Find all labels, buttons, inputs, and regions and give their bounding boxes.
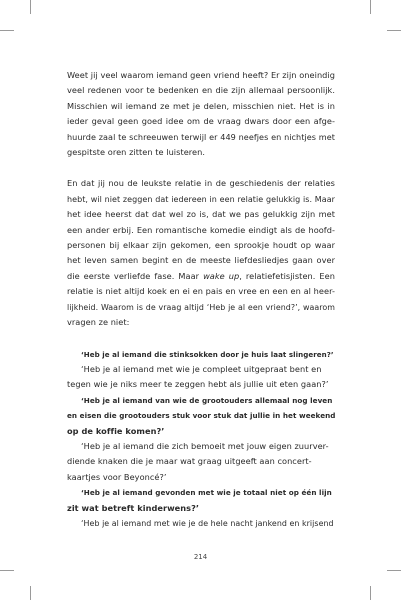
text-line: Misschien wil iemand ze met je delen, misschien niet. Het is in: [67, 100, 335, 111]
crop-mark-top-left-h: [0, 30, 14, 31]
question-line: ‘Heb je al iemand die zich bemoeit met jouw eigen zuurver-: [81, 440, 329, 451]
text-line: huurde zaal te schreeuwen terwijl er 449 neefjes en nichtjes met: [67, 131, 335, 142]
text-run: , relatiefetisjisten. Een: [239, 270, 335, 281]
crop-mark-top-right-h: [387, 30, 401, 31]
question-line: tegen wie je niks meer te zeggen hebt als jullie uit eten gaan?’: [67, 379, 329, 390]
text-line: Weet jij veel waarom iemand geen vriend heeft? Er zijn oneindig: [67, 70, 335, 80]
page-number: 214: [193, 553, 208, 561]
text-line: een ander erbij. Een romantische komedie eindigt als de hoofd-: [67, 224, 335, 235]
crop-mark-bottom-left-h: [0, 570, 14, 571]
body-text: [67, 68, 335, 531]
crop-mark-top-right-v: [370, 0, 371, 14]
crop-mark-bottom-right-v: [370, 586, 371, 600]
text-line: En dat jij nou de leukste relatie in de geschiedenis der relaties: [67, 178, 335, 189]
text-line: ieder geval geen goed idee om de vraag dwars door een afge-: [67, 116, 335, 127]
paragraph-2: [67, 176, 335, 330]
text-line: vragen ze niet:: [67, 317, 130, 328]
paragraph-gap: [67, 160, 335, 176]
text-line-with-emphasis: [67, 269, 335, 284]
text-line: veel redenen voor te bedenken en die zijn allemaal persoonlijk.: [67, 85, 335, 96]
crop-mark-bottom-left-v: [30, 586, 31, 600]
paragraph-gap: [67, 331, 335, 347]
text-run: die eerste verliefde fase. Maar: [67, 270, 204, 281]
crop-mark-top-left-v: [30, 0, 31, 14]
text-line: het leven samen begint en de meeste liefdesliedjes gaan over: [67, 255, 335, 266]
question-line: kaartjes voor Beyoncé?’: [67, 471, 167, 482]
question-bold: op de koffie komen?’: [67, 425, 165, 436]
paragraph-1: [67, 68, 335, 160]
question-line: diende knaken die je maar wat graag uitgeeft aan concert-: [67, 456, 312, 467]
text-line: lijkheid. Waarom is de vraag altijd ‘Heb je al een vriend?’, waarom: [67, 302, 335, 312]
crop-mark-bottom-right-h: [387, 570, 401, 571]
text-line: gespitste oren zitten te luisteren.: [67, 147, 206, 158]
text-line: hebt, wil niet zeggen dat iedereen in een relatie gelukkig is. Maar: [67, 194, 335, 204]
question-bold: en eisen die grootouders stuk voor stuk dat jullie in het weekend: [67, 411, 336, 421]
text-line: personen bij elkaar zijn gekomen, een sprookje houdt op waar: [67, 240, 335, 251]
text-line: relatie is niet altijd koek en ei en pais en vree en een en al heer-: [67, 286, 335, 297]
question-bold: zit wat betreft kinderwens?’: [67, 502, 200, 513]
question-bold: ‘Heb je al iemand van wie de grootouders allemaal nog leven: [81, 395, 333, 405]
question-line: ‘Heb je al iemand met wie je de hele nacht jankend en krijsend: [81, 518, 334, 528]
question-bold: ‘Heb je al iemand die stinksokken door je huis laat slingeren?’: [81, 349, 334, 359]
emphasis-text: wake up: [203, 270, 240, 281]
question-line: ‘Heb je al iemand met wie je compleet uitgepraat bent en: [81, 363, 322, 374]
text-line: het idee heerst dat dat wel zo is, dat we pas gelukkig zijn met: [67, 209, 335, 220]
dialogue-list: [67, 347, 335, 532]
question-bold: ‘Heb je al iemand gevonden met wie je totaal niet op één lijn: [81, 488, 332, 498]
